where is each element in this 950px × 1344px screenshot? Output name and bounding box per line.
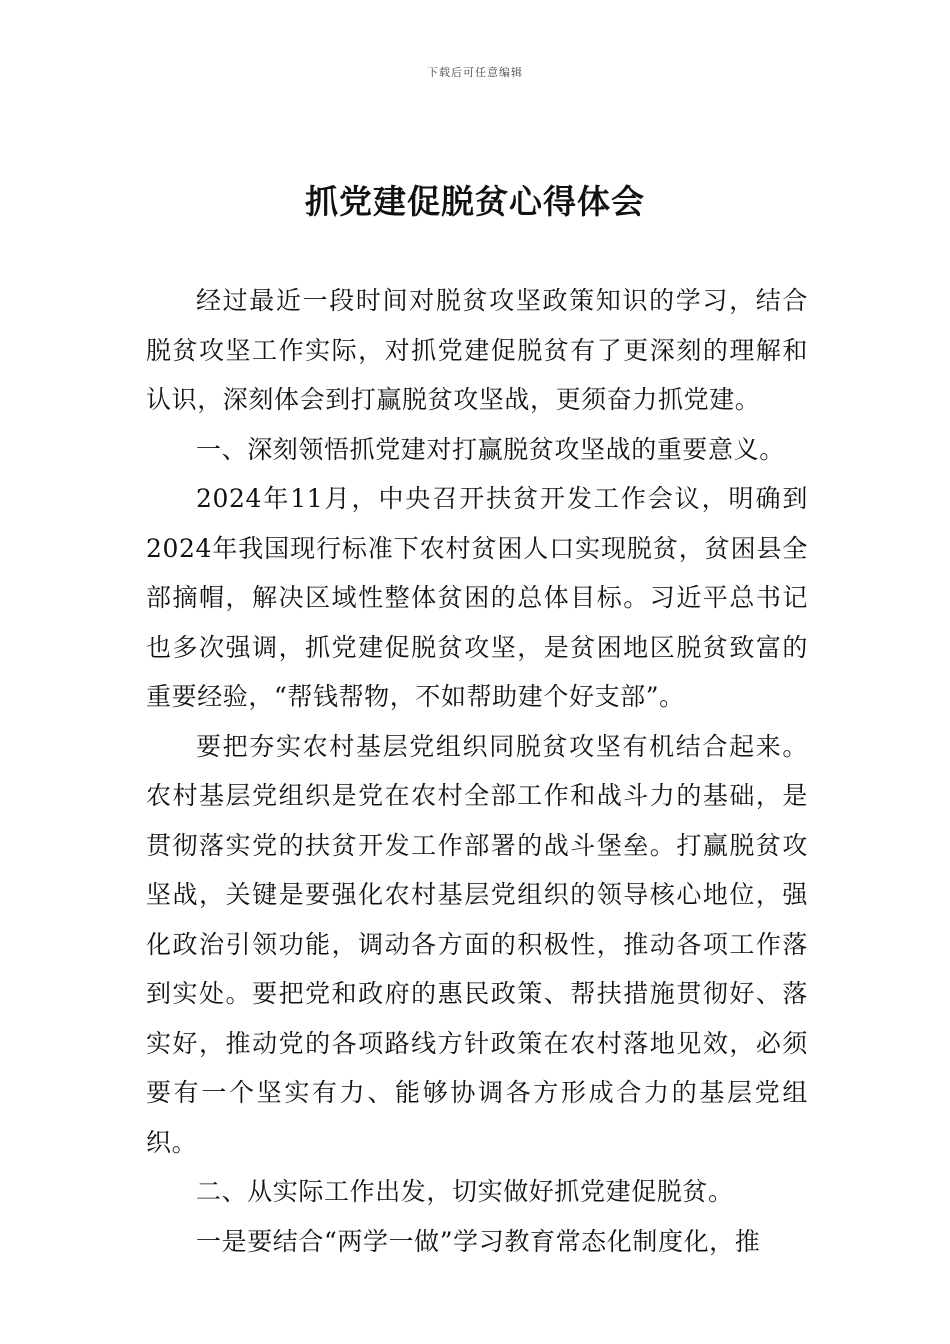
section-heading-2: 二、从实际工作出发，切实做好抓党建促脱贫。 (196, 1177, 734, 1206)
paragraph-grassroots: 要把夯实农村基层党组织同脱贫攻坚有机结合起来。农村基层党组织是党在农村全部工作和战斗力的基础，是贯彻落实党的扶贫开发工作部署的战斗堡垒。打赢脱贫攻坚战，关键是要强化农村基层党组织的领导核心地位，强化政治引领功能，调动各方面的积极性，推动各项工作落到实处。要把党和政府的惠民政策、帮扶措施贯彻好、落实好，推动党的各项路线方针政策在农村落地见效，必须要有一个坚实有力、能够协调各方形成合力的基层党组织。 (146, 731, 808, 1157)
paragraph-point-one: 一是要结合“两学一做”学习教育常态化制度化，推 (196, 1226, 761, 1256)
paragraph-intro: 经过最近一段时间对脱贫攻坚政策知识的学习，结合脱贫攻坚工作实际，对抓党建促脱贫有了更深刻的理解和认识，深刻体会到打赢脱贫攻坚战，更须奋力抓党建。 (146, 286, 808, 414)
document-title: 抓党建促脱贫心得体会 (305, 182, 645, 221)
section-heading-1: 一、深刻领悟抓党建对打赢脱贫攻坚战的重要意义。 (196, 434, 785, 464)
paragraph-meeting: 2024年11月，中央召开扶贫开发工作会议，明确到2024年我国现行标准下农村贫困人口实现脱贫，贫困县全部摘帽，解决区域性整体贫困的总体目标。习近平总书记也多次强调，抓党建促脱贫攻坚，是贫困地区脱贫致富的重要经验，“帮钱帮物，不如帮助建个好支部”。 (146, 484, 808, 711)
document-body (146, 276, 808, 1266)
page-header-note: 下载后可任意编辑 (427, 66, 523, 79)
